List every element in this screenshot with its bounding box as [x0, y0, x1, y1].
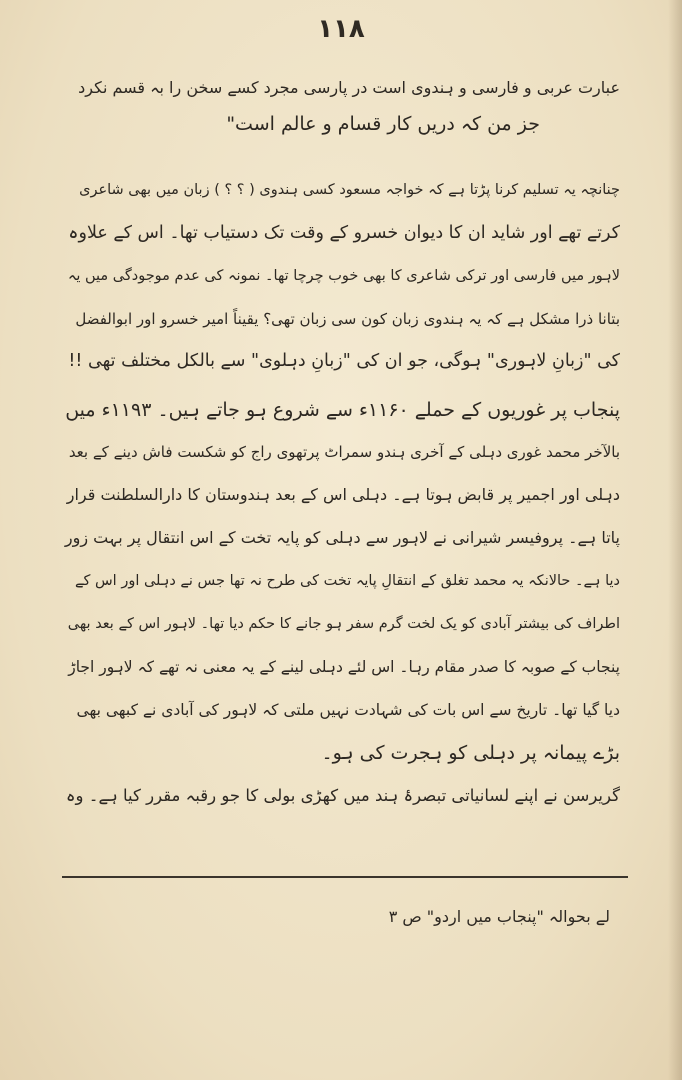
text-line: گریرسن نے اپنے لسانیاتی تبصرۂ ہند میں کھڑی بولی کا جو رقبہ مقرر کیا ہے۔ وہ — [65, 786, 620, 805]
footnote: لے بحوالہ "پنجاب میں اردو" ص ۳ — [388, 907, 610, 926]
text-line: بالآخر محمد غوری دہلی کے آخری ہندو سمراٹ پرتھوی راج کو شکست فاش دینے کے بعد — [68, 443, 620, 461]
footnote-divider — [62, 876, 628, 878]
text-line: دہلی اور اجمیر پر قابض ہوتا ہے۔ دہلی اس کے بعد ہندوستان کا دارالسلطنت قرار — [66, 485, 620, 504]
text-line: لاہور میں فارسی اور ترکی شاعری کا بھی خوب چرچا تھا۔ نمونہ کی عدم موجودگی میں یہ — [67, 268, 620, 284]
text-line: اطراف کی بیشتر آبادی کو یک لخت گرم سفر ہو جانے کا حکم دیا تھا۔ لاہور اس کے بعد بھی — [67, 616, 620, 632]
page-edge-shadow — [668, 0, 682, 1080]
text-line: بتانا ذرا مشکل ہے کہ یہ ہندوی زبان کون سی زبان تھی؟ یقیناً امیر خسرو اور ابوالفضل — [75, 310, 620, 328]
text-line: چنانچہ یہ تسلیم کرنا پڑتا ہے کہ خواجہ مسعود کسی ہندوی ( ؟ ؟ ) زبان میں بھی شاعری — [79, 182, 620, 198]
text-line: پنجاب پر غوریوں کے حملے ۱۱۶۰ء سے شروع ہو جاتے ہیں۔ ۱۱۹۳ء میں — [65, 399, 620, 421]
text-line: کرتے تھے اور شاید ان کا دیوان خسرو کے وقت تک دستیاب تھا۔ اس کے علاوہ — [68, 223, 620, 243]
text-line: پاتا ہے۔ پروفیسر شیرانی نے لاہور سے دہلی کو پایہ تخت کے اس انتقال پر بہت زور — [64, 528, 620, 547]
page-number: ۱۱۸ — [317, 14, 365, 44]
text-line: عبارت عربی و فارسی و ہندوی است در پارسی مجرد کسے سخن را بہ قسم نکرد — [78, 78, 620, 97]
text-line: بڑے پیمانہ پر دہلی کو ہجرت کی ہو۔ — [321, 742, 620, 764]
text-line: پنجاب کے صوبہ کا صدر مقام رہا۔ اس لئے دہلی لینے کے یہ معنی نہ تھے کہ لاہور اجاڑ — [68, 658, 620, 676]
text-line: دیا ہے۔ حالانکہ یہ محمد تغلق کے انتقالِ پایہ تخت کی طرح نہ تھا جس نے دہلی اور اس کے — [74, 573, 620, 589]
text-line: جز من کہ دریں کار قسام و عالم است" — [226, 113, 540, 135]
text-line: کی "زبانِ لاہوری" ہوگی، جو ان کی "زبانِ دہلوی" سے بالکل مختلف تھی !! — [68, 351, 620, 371]
text-line: دیا گیا تھا۔ تاریخ سے اس بات کی شہادت نہیں ملتی کہ لاہور کی آبادی نے کبھی بھی — [76, 701, 620, 719]
